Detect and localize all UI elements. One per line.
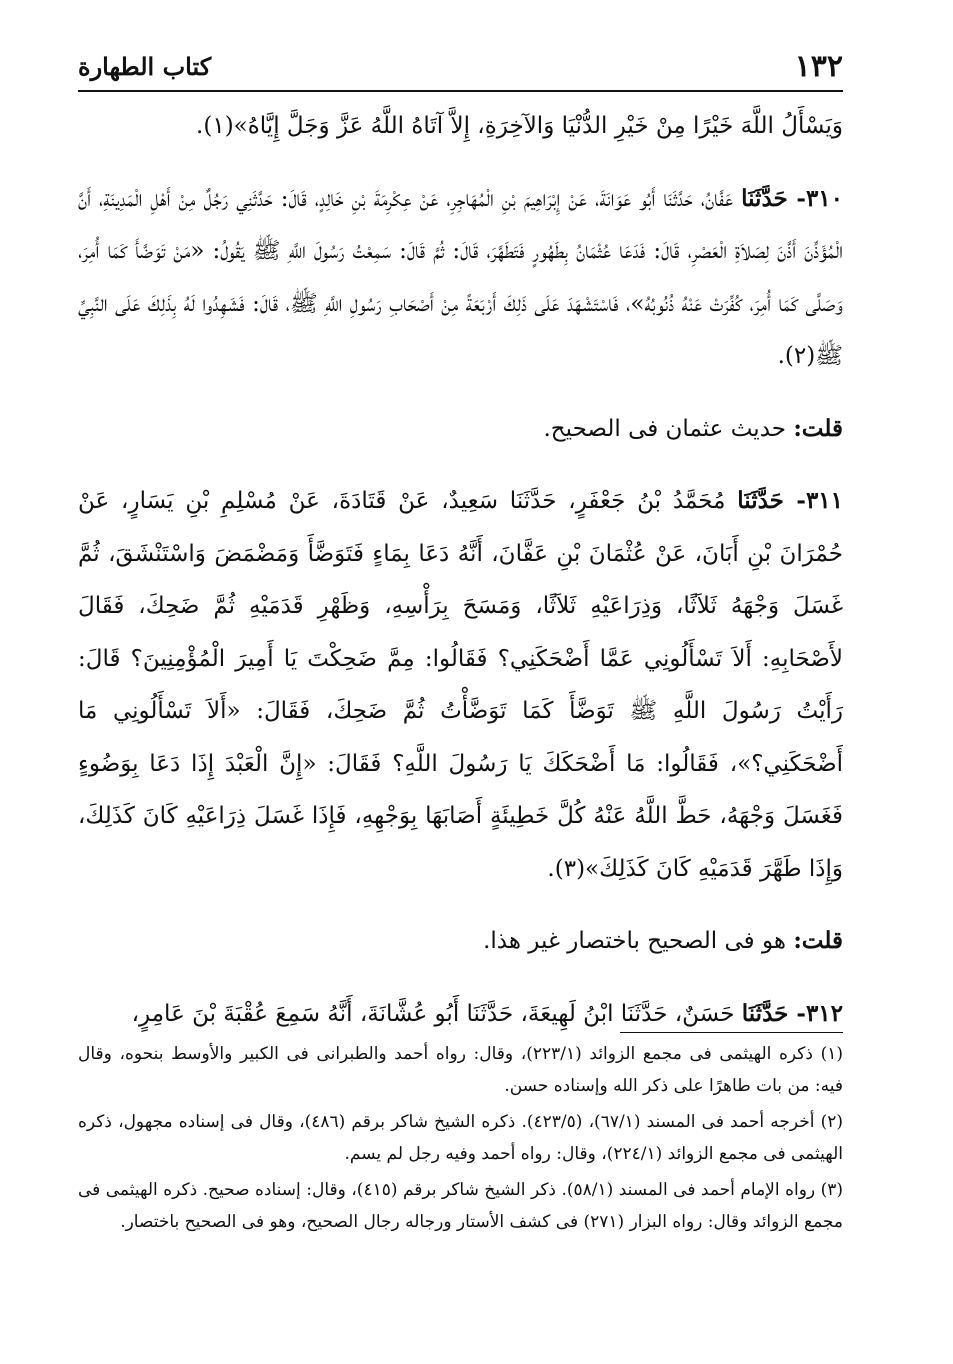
hadith-312-number: ٣١٢- حَدَّثَنَا: [741, 999, 843, 1027]
header-divider: [78, 90, 843, 92]
footnotes: [78, 1038, 843, 1242]
paragraph-gap: [78, 968, 843, 988]
hadith-310-number: ٣١٠- حَدَّثَنَا: [741, 184, 843, 212]
hadith-312-text: حَسَنٌ، حَدَّثَنَا ابْنُ لَهِيعَةَ، حَدَّثَنَا أَبُو عُشَّانَةَ، أَنَّهُ سَمِعَ عُقْبَةَ بْنَ عَامِرٍ،: [131, 1000, 735, 1027]
paragraph-gap: [78, 455, 843, 475]
hadith-310-text: عَفَّانُ، حَدَّثَنَا أَبُو عَوَانَةَ، عَنْ إِبْرَاهِيمَ بْنِ الْمُهَاجِرِ، عَنْ عِكْرِمَةَ بْنِ خَالِدٍ، قَالَ: حَدَّثَنِي رَجُلٌ مِنْ أَهْلِ الْمَدِينَةِ، أَنَّ الْمُؤَذِّنَ أَذَّنَ لِصَلاَةِ الْعَصْرِ، قَالَ: فَدَعَا عُثْمَانُ بِطَهُورٍ فَتَطَهَّرَ، قَالَ: ثُمَّ قَالَ: سَمِعْتُ رَسُولَ اللَّهِ ﷺ يَقُولُ: «مَنْ تَوَضَّأَ كَمَا أُمِرَ، وَصَلَّى كَمَا أُمِرَ، كُفِّرَتْ عَنْهُ ذُنُوبُهُ»، فَاسْتَشْهَدَ عَلَى ذَلِكَ أَرْبَعَةً مِنْ أَصْحَابِ رَسُولِ اللَّهِ ﷺ، قَالَ: فَشَهِدُوا لَهُ بِذَلِكَ عَلَى النَّبِيِّ ﷺ(٢).: [78, 185, 843, 369]
hadith-311-text: مُحَمَّدُ بْنُ جَعْفَرٍ، حَدَّثَنَا سَعِيدٌ، عَنْ قَتَادَةَ، عَنْ مُسْلِمِ بْنِ يَسَارٍ، عَنْ حُمْرَانَ بْنِ أَبَانَ، عَنْ عُثْمَانَ بْنِ عَفَّانَ، أَنَّهُ دَعَا بِمَاءٍ فَتَوَضَّأَ وَمَضْمَضَ وَاسْتَنْشَقَ، ثُمَّ غَسَلَ وَجْهَهُ ثَلاَثًا، وَذِرَاعَيْهِ ثَلاَثًا، وَمَسَحَ بِرَأْسِهِ، وَظَهْرِ قَدَمَيْهِ ثُمَّ ضَحِكَ، فَقَالَ لأَصْحَابِهِ: أَلاَ تَسْأَلُونِي عَمَّا أَضْحَكَنِي؟ فَقَالُوا: مِمَّ ضَحِكْتَ يَا أَمِيرَ الْمُؤْمِنِينَ؟ قَالَ: رَأَيْتُ رَسُولَ اللَّهِ ﷺ تَوَضَّأَ كَمَا تَوَضَّأْتُ ثُمَّ ضَحِكَ، فَقَالَ: «أَلاَ تَسْأَلُونِي مَا أَضْحَكَنِي؟»، فَقَالُوا: مَا أَضْحَكَكَ يَا رَسُولَ اللَّهِ؟ فَقَالَ: «إِنَّ الْعَبْدَ إِذَا دَعَا بِوَضُوءٍ فَغَسَلَ وَجْهَهُ، حَطَّ اللَّهُ عَنْهُ كُلَّ خَطِيئَةٍ أَصَابَهَا بِوَجْهِهِ، فَإِذَا غَسَلَ ذِرَاعَيْهِ كَانَ كَذَلِكَ، وَإِذَا طَهَّرَ قَدَمَيْهِ كَانَ كَذَلِكَ»(٣).: [78, 488, 843, 882]
hadith-310: [78, 173, 843, 383]
main-text: [78, 100, 843, 1040]
paragraph-gap: [78, 895, 843, 915]
qult-text: هو فى الصحيح باختصار غير هذا.: [483, 928, 786, 954]
paragraph-gap: [78, 383, 843, 403]
hadith-311: [78, 475, 843, 895]
page-number: ١٣٢: [794, 48, 843, 84]
footnote-3: (٣) رواه الإمام أحمد فى المسند (٥٨/١). ذكر الشيخ شاكر برقم (٤١٥)، وقال: إسناده صحيح. ذكره الهيثمى فى مجمع الزوائد وقال: رواه البزار (٢٧١) فى كشف الأستار ورجاله رجال الصحيح، وهو فى الصحيح باختصار.: [78, 1180, 843, 1232]
qult-label: قلت:: [793, 927, 843, 954]
qult-label: قلت:: [793, 414, 843, 442]
footnote-1: (١) ذكره الهيثمى فى مجمع الزوائد (٢٢٣/١)، وقال: رواه أحمد والطبرانى فى الكبير والأوسط بنحوه، وقال فيه: من بات طاهرًا على ذكر الله وإسناده حسن.: [78, 1044, 843, 1096]
footnote-divider: [620, 1032, 843, 1033]
page-header: [78, 44, 843, 88]
qult-note-2: [78, 915, 843, 968]
qult-note-1: [78, 403, 843, 456]
paragraph-gap: [78, 153, 843, 173]
footnote-2: (٢) أخرجه أحمد فى المسند (٦٧/١)، (٤٢٣/٥). ذكره الشيخ شاكر برقم (٤٨٦)، وقال فى إسناده مجهول، ذكره الهيثمى فى مجمع الزوائد (٢٢٤/١)، وقال: رواه أحمد وفيه رجل لم يسم.: [78, 1112, 843, 1164]
running-title: كتاب الطهارة: [78, 51, 212, 81]
continuation-line: وَيَسْأَلُ اللَّهَ خَيْرًا مِنْ خَيْرِ الدُّنْيَا وَالآخِرَةِ، إِلاَّ آتَاهُ اللَّهُ عَزَّ وَجَلَّ إِيَّاهُ»(١).: [196, 113, 843, 139]
qult-text: حديث عثمان فى الصحيح.: [543, 415, 786, 442]
hadith-311-number: ٣١١- حَدَّثَنَا: [737, 487, 844, 514]
